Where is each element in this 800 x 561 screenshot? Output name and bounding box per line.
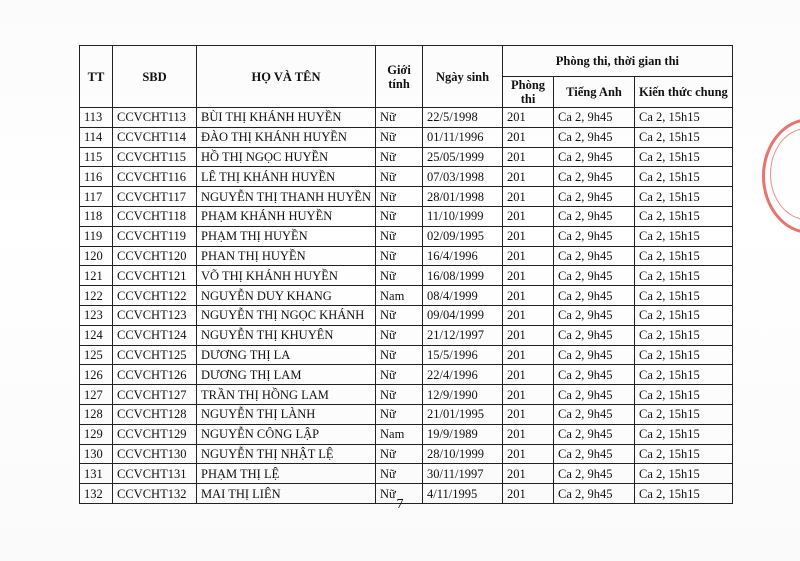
cell-name: HỒ THỊ NGỌC HUYỀN bbox=[197, 147, 376, 167]
cell-room: 201 bbox=[503, 286, 554, 306]
cell-english: Ca 2, 9h45 bbox=[554, 127, 635, 147]
cell-general: Ca 2, 15h15 bbox=[635, 404, 733, 424]
cell-dob: 16/08/1999 bbox=[423, 266, 503, 286]
cell-gender: Nam bbox=[376, 286, 423, 306]
col-header-room: Phòng thi bbox=[503, 77, 554, 108]
cell-name: NGUYỄN THỊ NHẬT LỆ bbox=[197, 444, 376, 464]
cell-general: Ca 2, 15h15 bbox=[635, 345, 733, 365]
col-header-general: Kiến thức chung bbox=[635, 77, 733, 108]
cell-name: MAI THỊ LIÊN bbox=[197, 484, 376, 504]
table-row bbox=[80, 127, 733, 147]
cell-tt: 113 bbox=[80, 108, 113, 128]
cell-sbd: CCVCHT124 bbox=[113, 325, 197, 345]
table-row bbox=[80, 325, 733, 345]
cell-name: NGUYỄN DUY KHANG bbox=[197, 286, 376, 306]
cell-gender: Nữ bbox=[376, 484, 423, 504]
cell-name: PHẠM THỊ LỆ bbox=[197, 464, 376, 484]
cell-room: 201 bbox=[503, 246, 554, 266]
table-row bbox=[80, 266, 733, 286]
table-row bbox=[80, 206, 733, 226]
table-header bbox=[80, 46, 733, 108]
cell-sbd: CCVCHT125 bbox=[113, 345, 197, 365]
cell-general: Ca 2, 15h15 bbox=[635, 464, 733, 484]
cell-dob: 28/10/1999 bbox=[423, 444, 503, 464]
cell-dob: 19/9/1989 bbox=[423, 424, 503, 444]
cell-sbd: CCVCHT118 bbox=[113, 206, 197, 226]
cell-tt: 119 bbox=[80, 226, 113, 246]
cell-dob: 21/01/1995 bbox=[423, 404, 503, 424]
cell-room: 201 bbox=[503, 226, 554, 246]
cell-room: 201 bbox=[503, 305, 554, 325]
cell-room: 201 bbox=[503, 484, 554, 504]
cell-sbd: CCVCHT129 bbox=[113, 424, 197, 444]
table-row bbox=[80, 108, 733, 128]
cell-room: 201 bbox=[503, 127, 554, 147]
cell-sbd: CCVCHT127 bbox=[113, 385, 197, 405]
cell-name: DƯƠNG THỊ LAM bbox=[197, 365, 376, 385]
cell-english: Ca 2, 9h45 bbox=[554, 484, 635, 504]
cell-general: Ca 2, 15h15 bbox=[635, 286, 733, 306]
cell-english: Ca 2, 9h45 bbox=[554, 187, 635, 207]
cell-name: TRẦN THỊ HỒNG LAM bbox=[197, 385, 376, 405]
cell-tt: 125 bbox=[80, 345, 113, 365]
cell-room: 201 bbox=[503, 266, 554, 286]
cell-general: Ca 2, 15h15 bbox=[635, 305, 733, 325]
table-row bbox=[80, 365, 733, 385]
cell-gender: Nữ bbox=[376, 404, 423, 424]
cell-gender: Nữ bbox=[376, 108, 423, 128]
cell-dob: 16/4/1996 bbox=[423, 246, 503, 266]
cell-english: Ca 2, 9h45 bbox=[554, 147, 635, 167]
cell-sbd: CCVCHT114 bbox=[113, 127, 197, 147]
cell-tt: 120 bbox=[80, 246, 113, 266]
cell-tt: 114 bbox=[80, 127, 113, 147]
cell-room: 201 bbox=[503, 404, 554, 424]
cell-sbd: CCVCHT123 bbox=[113, 305, 197, 325]
cell-general: Ca 2, 15h15 bbox=[635, 444, 733, 464]
cell-tt: 122 bbox=[80, 286, 113, 306]
table-row bbox=[80, 424, 733, 444]
cell-gender: Nữ bbox=[376, 226, 423, 246]
cell-sbd: CCVCHT119 bbox=[113, 226, 197, 246]
cell-gender: Nữ bbox=[376, 365, 423, 385]
cell-name: NGUYỄN CÔNG LẬP bbox=[197, 424, 376, 444]
table-row bbox=[80, 305, 733, 325]
cell-tt: 132 bbox=[80, 484, 113, 504]
cell-tt: 128 bbox=[80, 404, 113, 424]
cell-room: 201 bbox=[503, 206, 554, 226]
cell-gender: Nữ bbox=[376, 187, 423, 207]
cell-room: 201 bbox=[503, 365, 554, 385]
cell-gender: Nữ bbox=[376, 266, 423, 286]
cell-dob: 12/9/1990 bbox=[423, 385, 503, 405]
cell-sbd: CCVCHT120 bbox=[113, 246, 197, 266]
cell-sbd: CCVCHT122 bbox=[113, 286, 197, 306]
cell-room: 201 bbox=[503, 108, 554, 128]
cell-sbd: CCVCHT115 bbox=[113, 147, 197, 167]
cell-english: Ca 2, 9h45 bbox=[554, 305, 635, 325]
cell-general: Ca 2, 15h15 bbox=[635, 246, 733, 266]
cell-name: NGUYỄN THỊ NGỌC KHÁNH bbox=[197, 305, 376, 325]
cell-dob: 30/11/1997 bbox=[423, 464, 503, 484]
cell-name: BÙI THỊ KHÁNH HUYỀN bbox=[197, 108, 376, 128]
cell-room: 201 bbox=[503, 345, 554, 365]
cell-room: 201 bbox=[503, 167, 554, 187]
cell-dob: 07/03/1998 bbox=[423, 167, 503, 187]
cell-name: ĐÀO THỊ KHÁNH HUYỀN bbox=[197, 127, 376, 147]
cell-room: 201 bbox=[503, 325, 554, 345]
cell-dob: 22/4/1996 bbox=[423, 365, 503, 385]
table-row bbox=[80, 404, 733, 424]
table-row bbox=[80, 345, 733, 365]
cell-name: LÊ THỊ KHÁNH HUYỀN bbox=[197, 167, 376, 187]
table-row bbox=[80, 286, 733, 306]
cell-tt: 129 bbox=[80, 424, 113, 444]
cell-dob: 01/11/1996 bbox=[423, 127, 503, 147]
cell-english: Ca 2, 9h45 bbox=[554, 286, 635, 306]
cell-dob: 25/05/1999 bbox=[423, 147, 503, 167]
cell-sbd: CCVCHT116 bbox=[113, 167, 197, 187]
cell-general: Ca 2, 15h15 bbox=[635, 424, 733, 444]
cell-sbd: CCVCHT117 bbox=[113, 187, 197, 207]
cell-general: Ca 2, 15h15 bbox=[635, 108, 733, 128]
header-row-top bbox=[80, 46, 733, 77]
cell-general: Ca 2, 15h15 bbox=[635, 167, 733, 187]
cell-gender: Nữ bbox=[376, 246, 423, 266]
exam-roster-table bbox=[79, 45, 733, 504]
cell-gender: Nữ bbox=[376, 167, 423, 187]
cell-room: 201 bbox=[503, 187, 554, 207]
cell-room: 201 bbox=[503, 464, 554, 484]
cell-tt: 117 bbox=[80, 187, 113, 207]
cell-english: Ca 2, 9h45 bbox=[554, 108, 635, 128]
cell-general: Ca 2, 15h15 bbox=[635, 484, 733, 504]
cell-general: Ca 2, 15h15 bbox=[635, 147, 733, 167]
cell-english: Ca 2, 9h45 bbox=[554, 464, 635, 484]
cell-dob: 22/5/1998 bbox=[423, 108, 503, 128]
col-header-name: HỌ VÀ TÊN bbox=[197, 46, 376, 108]
cell-sbd: CCVCHT121 bbox=[113, 266, 197, 286]
table-row bbox=[80, 187, 733, 207]
col-header-tt: TT bbox=[80, 46, 113, 108]
col-header-sbd: SBD bbox=[113, 46, 197, 108]
cell-general: Ca 2, 15h15 bbox=[635, 226, 733, 246]
cell-tt: 126 bbox=[80, 365, 113, 385]
cell-general: Ca 2, 15h15 bbox=[635, 385, 733, 405]
page-number: 7 bbox=[396, 497, 404, 512]
cell-general: Ca 2, 15h15 bbox=[635, 266, 733, 286]
cell-tt: 130 bbox=[80, 444, 113, 464]
cell-dob: 08/4/1999 bbox=[423, 286, 503, 306]
cell-dob: 28/01/1998 bbox=[423, 187, 503, 207]
cell-tt: 131 bbox=[80, 464, 113, 484]
cell-dob: 11/10/1999 bbox=[423, 206, 503, 226]
cell-gender: Nữ bbox=[376, 305, 423, 325]
cell-general: Ca 2, 15h15 bbox=[635, 206, 733, 226]
table-row bbox=[80, 226, 733, 246]
cell-gender: Nam bbox=[376, 424, 423, 444]
cell-name: PHAN THỊ HUYỀN bbox=[197, 246, 376, 266]
cell-english: Ca 2, 9h45 bbox=[554, 444, 635, 464]
col-header-english: Tiếng Anh bbox=[554, 77, 635, 108]
cell-general: Ca 2, 15h15 bbox=[635, 325, 733, 345]
cell-gender: Nữ bbox=[376, 127, 423, 147]
cell-sbd: CCVCHT131 bbox=[113, 464, 197, 484]
cell-tt: 115 bbox=[80, 147, 113, 167]
cell-sbd: CCVCHT128 bbox=[113, 404, 197, 424]
cell-room: 201 bbox=[503, 444, 554, 464]
table-row bbox=[80, 167, 733, 187]
cell-gender: Nữ bbox=[376, 147, 423, 167]
cell-english: Ca 2, 9h45 bbox=[554, 167, 635, 187]
cell-room: 201 bbox=[503, 147, 554, 167]
cell-general: Ca 2, 15h15 bbox=[635, 187, 733, 207]
cell-room: 201 bbox=[503, 424, 554, 444]
cell-dob: 4/11/1995 bbox=[423, 484, 503, 504]
cell-english: Ca 2, 9h45 bbox=[554, 246, 635, 266]
cell-gender: Nữ bbox=[376, 464, 423, 484]
cell-name: NGUYỄN THỊ KHUYÊN bbox=[197, 325, 376, 345]
cell-english: Ca 2, 9h45 bbox=[554, 385, 635, 405]
cell-name: PHẠM KHÁNH HUYỀN bbox=[197, 206, 376, 226]
cell-gender: Nữ bbox=[376, 444, 423, 464]
cell-sbd: CCVCHT132 bbox=[113, 484, 197, 504]
cell-general: Ca 2, 15h15 bbox=[635, 127, 733, 147]
cell-sbd: CCVCHT113 bbox=[113, 108, 197, 128]
cell-english: Ca 2, 9h45 bbox=[554, 206, 635, 226]
col-header-gender: Giới tính bbox=[376, 46, 423, 108]
cell-dob: 09/04/1999 bbox=[423, 305, 503, 325]
cell-tt: 118 bbox=[80, 206, 113, 226]
cell-tt: 121 bbox=[80, 266, 113, 286]
cell-room: 201 bbox=[503, 385, 554, 405]
table-row bbox=[80, 147, 733, 167]
cell-english: Ca 2, 9h45 bbox=[554, 266, 635, 286]
cell-gender: Nữ bbox=[376, 385, 423, 405]
cell-english: Ca 2, 9h45 bbox=[554, 325, 635, 345]
cell-name: NGUYỄN THỊ LÀNH bbox=[197, 404, 376, 424]
cell-gender: Nữ bbox=[376, 206, 423, 226]
table-row bbox=[80, 464, 733, 484]
cell-name: PHẠM THỊ HUYỀN bbox=[197, 226, 376, 246]
cell-english: Ca 2, 9h45 bbox=[554, 424, 635, 444]
cell-gender: Nữ bbox=[376, 325, 423, 345]
cell-name: NGUYỄN THỊ THANH HUYỀN bbox=[197, 187, 376, 207]
table-row bbox=[80, 246, 733, 266]
cell-tt: 127 bbox=[80, 385, 113, 405]
col-header-dob: Ngày sinh bbox=[423, 46, 503, 108]
cell-dob: 15/5/1996 bbox=[423, 345, 503, 365]
cell-tt: 124 bbox=[80, 325, 113, 345]
cell-english: Ca 2, 9h45 bbox=[554, 404, 635, 424]
cell-sbd: CCVCHT126 bbox=[113, 365, 197, 385]
cell-dob: 02/09/1995 bbox=[423, 226, 503, 246]
table-row bbox=[80, 385, 733, 405]
cell-tt: 123 bbox=[80, 305, 113, 325]
cell-general: Ca 2, 15h15 bbox=[635, 365, 733, 385]
col-header-room-time-group: Phòng thi, thời gian thi bbox=[503, 46, 733, 77]
cell-name: VÕ THỊ KHÁNH HUYỀN bbox=[197, 266, 376, 286]
cell-english: Ca 2, 9h45 bbox=[554, 345, 635, 365]
cell-english: Ca 2, 9h45 bbox=[554, 365, 635, 385]
cell-sbd: CCVCHT130 bbox=[113, 444, 197, 464]
table-body bbox=[80, 108, 733, 504]
cell-name: DƯƠNG THỊ LA bbox=[197, 345, 376, 365]
table-row bbox=[80, 444, 733, 464]
cell-dob: 21/12/1997 bbox=[423, 325, 503, 345]
cell-gender: Nữ bbox=[376, 345, 423, 365]
cell-tt: 116 bbox=[80, 167, 113, 187]
cell-english: Ca 2, 9h45 bbox=[554, 226, 635, 246]
